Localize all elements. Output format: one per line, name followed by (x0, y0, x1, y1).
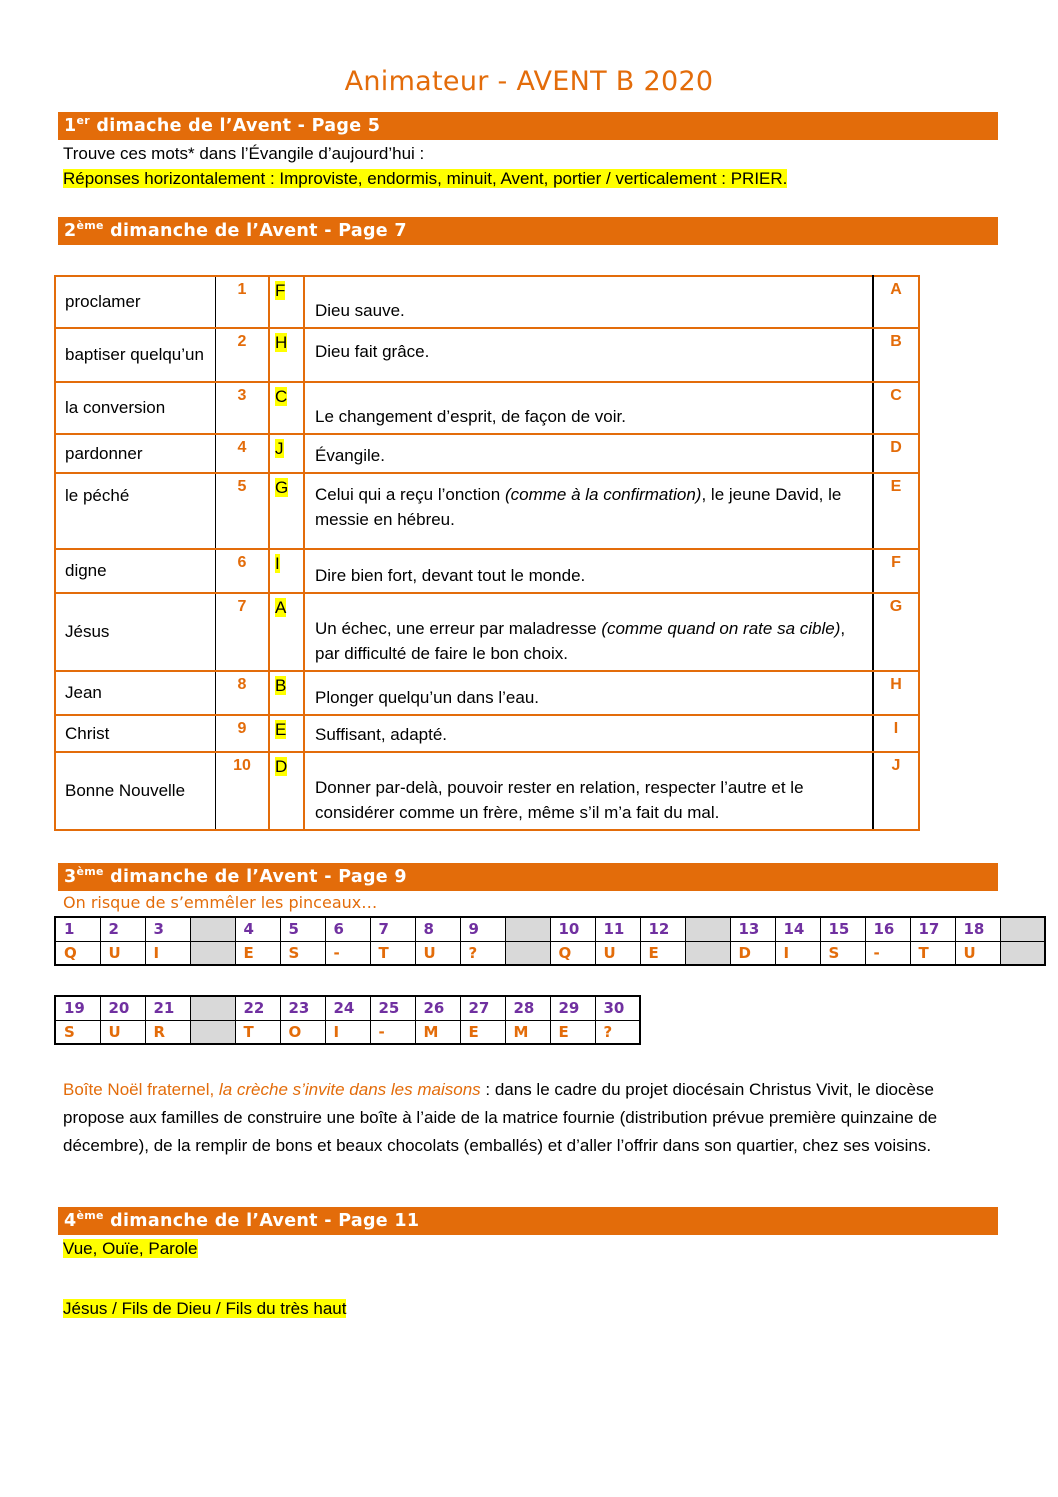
grid-letter-cell: U (100, 941, 145, 965)
grid-number-cell: 29 (550, 996, 595, 1020)
grid-number-row (55, 917, 1045, 941)
paragraph-lead-italic: la crèche s’invite dans les maisons (218, 1080, 481, 1099)
boite-noel-paragraph (63, 1076, 998, 1160)
definition-cell: Dieu fait grâce. (304, 328, 873, 382)
definition-cell (304, 473, 873, 549)
grid-letter-cell: S (820, 941, 865, 965)
definition-cell: Évangile. (304, 434, 873, 473)
letter-cell: A (873, 276, 919, 328)
grid-letter-cell: - (325, 941, 370, 965)
grid-number-cell: 6 (325, 917, 370, 941)
letter-cell: J (873, 752, 919, 830)
grid-letter-cell: U (415, 941, 460, 965)
grid-number-cell: 28 (505, 996, 550, 1020)
table-row (55, 434, 919, 473)
word-cell: la conversion (55, 382, 216, 434)
answer-text: E (275, 720, 287, 739)
answer-text: J (275, 439, 284, 458)
section-1-answer-text: Réponses horizontalement : Improviste, endormis, minuit, Avent, portier / verticalement : PRIER. (63, 169, 788, 188)
answer-cell (269, 752, 304, 830)
definition-italic: (comme quand on rate sa cible) (601, 619, 841, 638)
grid-number-cell: 9 (460, 917, 505, 941)
section-4-answer-1 (63, 1238, 198, 1260)
table-row (55, 671, 919, 715)
grid-letter-cell: Q (550, 941, 595, 965)
section-3-number: 3 (64, 867, 77, 887)
answer-text: C (275, 387, 288, 406)
table-row (55, 328, 919, 382)
section-2-header (58, 217, 998, 245)
grid-number-row (55, 996, 640, 1020)
grid-number-cell: 19 (55, 996, 100, 1020)
answer-text: F (275, 281, 286, 300)
grid-number-cell: 11 (595, 917, 640, 941)
answer-text: H (275, 333, 288, 352)
section-4-answer-2 (63, 1298, 346, 1320)
grid-letter-cell (1000, 941, 1045, 965)
section-3-header (58, 863, 998, 891)
grid-number-cell: 5 (280, 917, 325, 941)
grid-letter-cell: O (280, 1020, 325, 1044)
number-cell: 9 (216, 715, 270, 752)
grid-number-cell: 4 (235, 917, 280, 941)
answer-cell (269, 549, 304, 593)
section-2-sup: ème (76, 219, 104, 232)
letter-cell: I (873, 715, 919, 752)
word-cell: pardonner (55, 434, 216, 473)
number-cell: 3 (216, 382, 270, 434)
section-4-title: dimanche de l’Avent - Page 11 (103, 1211, 420, 1231)
grid-letter-cell: R (145, 1020, 190, 1044)
section-2-title: dimanche de l’Avent - Page 7 (103, 221, 407, 241)
grid-number-cell (190, 996, 235, 1020)
answer-text: A (275, 598, 287, 617)
definition-italic: (comme à la confirmation) (504, 485, 702, 504)
grid-number-cell: 13 (730, 917, 775, 941)
grid-letter-cell: U (955, 941, 1000, 965)
section-4-number: 4 (64, 1211, 77, 1231)
grid-number-cell: 3 (145, 917, 190, 941)
letter-cell: B (873, 328, 919, 382)
grid-number-cell: 18 (955, 917, 1000, 941)
section-3-subtitle: On risque de s’emmêler les pinceaux… (63, 893, 378, 912)
grid-number-cell: 24 (325, 996, 370, 1020)
definition-text: Un échec, une erreur par maladresse (315, 619, 602, 638)
answer-text: D (275, 757, 288, 776)
grid-number-cell (1000, 917, 1045, 941)
section-1-answer (63, 168, 787, 190)
section-3-sup: ème (76, 865, 104, 878)
grid-number-cell (505, 917, 550, 941)
table-row (55, 752, 919, 830)
answer-1-text: Vue, Ouïe, Parole (63, 1239, 198, 1258)
section-1-title: dimache de l’Avent - Page 5 (89, 116, 381, 136)
grid-letter-cell: T (370, 941, 415, 965)
grid-number-cell: 27 (460, 996, 505, 1020)
number-cell: 4 (216, 434, 270, 473)
answer-text: B (275, 676, 287, 695)
letter-cell: F (873, 549, 919, 593)
grid-number-cell: 21 (145, 996, 190, 1020)
definition-cell (304, 593, 873, 671)
word-cell: Christ (55, 715, 216, 752)
grid-letter-row (55, 941, 1045, 965)
answer-cell (269, 276, 304, 328)
answer-cell (269, 715, 304, 752)
grid-letter-cell: ? (460, 941, 505, 965)
grid-letter-cell: - (370, 1020, 415, 1044)
word-cell: digne (55, 549, 216, 593)
word-cell: le péché (55, 473, 216, 549)
definition-cell: Plonger quelqu’un dans l’eau. (304, 671, 873, 715)
grid-letter-cell: T (910, 941, 955, 965)
number-cell: 1 (216, 276, 270, 328)
grid-number-cell: 16 (865, 917, 910, 941)
answer-cell (269, 671, 304, 715)
grid-letter-cell (190, 941, 235, 965)
grid-letter-cell (190, 1020, 235, 1044)
table-row (55, 593, 919, 671)
grid-letter-cell: Q (55, 941, 100, 965)
table-row (55, 276, 919, 328)
grid-letter-cell: I (325, 1020, 370, 1044)
grid-number-cell: 12 (640, 917, 685, 941)
grid-number-cell: 20 (100, 996, 145, 1020)
section-1-sup: er (76, 114, 90, 127)
grid-letter-cell: S (55, 1020, 100, 1044)
puzzle-grid-2 (54, 995, 641, 1045)
answer-cell (269, 382, 304, 434)
page-title: Animateur - AVENT B 2020 (344, 66, 714, 97)
table-row (55, 715, 919, 752)
definition-cell: Suffisant, adapté. (304, 715, 873, 752)
grid-number-cell: 23 (280, 996, 325, 1020)
grid-letter-cell: I (775, 941, 820, 965)
answer-2-text: Jésus / Fils de Dieu / Fils du très haut (63, 1299, 347, 1318)
grid-number-cell: 15 (820, 917, 865, 941)
word-cell: Jésus (55, 593, 216, 671)
number-cell: 5 (216, 473, 270, 549)
definition-cell: Le changement d’esprit, de façon de voir. (304, 382, 873, 434)
grid-number-cell: 7 (370, 917, 415, 941)
number-cell: 7 (216, 593, 270, 671)
paragraph-lead: Boîte Noël fraternel, (63, 1080, 219, 1099)
paragraph-body: : dans le cadre du projet diocésain Christus Vivit, le diocèse propose aux familles de construire une boîte à l’aide de la matrice fournie (distribution prévue première quinzaine de décembre), de la remplir de bons et beaux chocolats (emballés) et d’aller l’offrir dans son quartier, chez ses voisins. (63, 1080, 938, 1155)
number-cell: 2 (216, 328, 270, 382)
grid-number-cell: 30 (595, 996, 640, 1020)
definition-cell: Donner par-delà, pouvoir rester en relation, respecter l’autre et le considérer comme un frère, même s’il m’a fait du mal. (304, 752, 873, 830)
section-4-sup: ème (76, 1209, 104, 1222)
table-row (55, 473, 919, 549)
section-1-intro: Trouve ces mots* dans l’Évangile d’aujourd’hui : (63, 144, 425, 163)
answer-cell (269, 593, 304, 671)
answer-cell (269, 434, 304, 473)
grid-number-cell: 26 (415, 996, 460, 1020)
answer-text: G (275, 478, 289, 497)
grid-number-cell: 1 (55, 917, 100, 941)
word-cell: baptiser quelqu’un (55, 328, 216, 382)
letter-cell: E (873, 473, 919, 549)
word-cell: proclamer (55, 276, 216, 328)
grid-letter-cell: E (235, 941, 280, 965)
grid-letter-row (55, 1020, 640, 1044)
grid-letter-cell: E (550, 1020, 595, 1044)
definition-cell: Dieu sauve. (304, 276, 873, 328)
grid-letter-cell (685, 941, 730, 965)
number-cell: 6 (216, 549, 270, 593)
grid-letter-cell: U (100, 1020, 145, 1044)
definition-text: , le jeune David, le messie en hébreu. (315, 485, 842, 529)
number-cell: 10 (216, 752, 270, 830)
grid-number-cell: 17 (910, 917, 955, 941)
grid-number-cell: 10 (550, 917, 595, 941)
grid-letter-cell: T (235, 1020, 280, 1044)
grid-letter-cell: S (280, 941, 325, 965)
grid-letter-cell: E (460, 1020, 505, 1044)
grid-letter-cell (505, 941, 550, 965)
word-cell: Jean (55, 671, 216, 715)
section-3-title: dimanche de l’Avent - Page 9 (103, 867, 407, 887)
matching-table (54, 275, 920, 831)
definition-cell: Dire bien fort, devant tout le monde. (304, 549, 873, 593)
number-cell: 8 (216, 671, 270, 715)
grid-number-cell: 25 (370, 996, 415, 1020)
grid-number-cell (190, 917, 235, 941)
grid-letter-cell: I (145, 941, 190, 965)
letter-cell: D (873, 434, 919, 473)
table-row (55, 382, 919, 434)
grid-letter-cell: U (595, 941, 640, 965)
section-1-number: 1 (64, 116, 77, 136)
grid-number-cell: 22 (235, 996, 280, 1020)
letter-cell: G (873, 593, 919, 671)
section-2-number: 2 (64, 221, 77, 241)
grid-number-cell: 14 (775, 917, 820, 941)
grid-letter-cell: D (730, 941, 775, 965)
letter-cell: C (873, 382, 919, 434)
grid-number-cell: 8 (415, 917, 460, 941)
grid-letter-cell: E (640, 941, 685, 965)
grid-letter-cell: M (505, 1020, 550, 1044)
section-1-header (58, 112, 998, 140)
answer-text: I (275, 554, 280, 573)
answer-cell (269, 473, 304, 549)
table-row (55, 549, 919, 593)
puzzle-grid-1 (54, 916, 1046, 966)
definition-text: , par difficulté de faire le bon choix. (315, 619, 846, 663)
grid-letter-cell: - (865, 941, 910, 965)
grid-letter-cell: ? (595, 1020, 640, 1044)
grid-number-cell (685, 917, 730, 941)
definition-text: Celui qui a reçu l’onction (315, 485, 505, 504)
section-4-header (58, 1207, 998, 1235)
answer-cell (269, 328, 304, 382)
letter-cell: H (873, 671, 919, 715)
word-cell: Bonne Nouvelle (55, 752, 216, 830)
grid-number-cell: 2 (100, 917, 145, 941)
grid-letter-cell: M (415, 1020, 460, 1044)
